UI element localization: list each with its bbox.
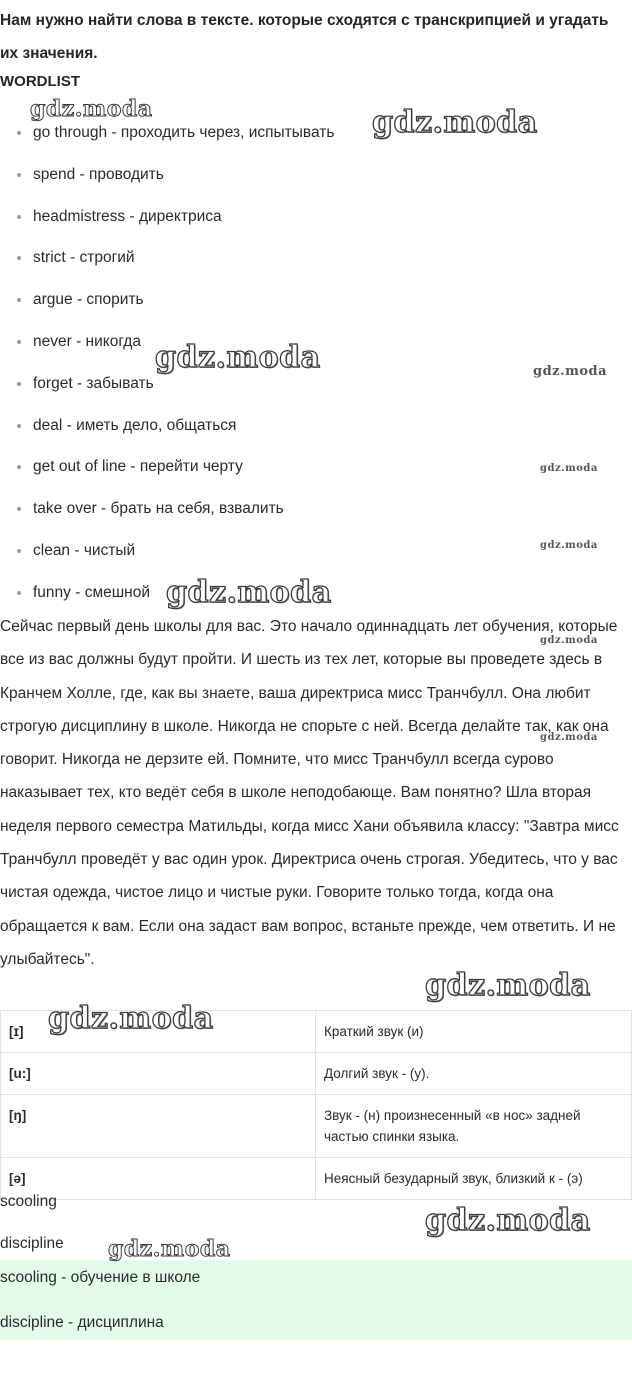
phonetics-table [0,1010,632,1200]
wordlist-item-text: forget - забывать [33,374,154,392]
wordlist-item-text: deal - иметь дело, общаться [33,416,237,434]
wordlist-item-text: get out of line - перейти черту [33,458,243,476]
list-item [0,446,334,488]
phonetic-description: Звук - (н) произнесенный «в нос» задней частью спинки языка. [316,1095,632,1158]
bullet-dot [17,591,21,595]
watermark: gdz.moda [533,364,608,379]
table-row [1,1053,632,1095]
phonetic-symbol: [ə] [1,1158,316,1200]
wordlist-item-text: headmistress - директриса [33,207,222,225]
list-item [0,321,334,363]
wordlist-item-text: clean - чистый [33,541,136,559]
phonetic-symbol: [ɪ] [1,1011,316,1053]
bullet-dot [17,549,21,553]
phonetic-symbol: [u:] [1,1053,316,1095]
bullet-dot [17,173,21,177]
list-item [0,154,334,196]
list-item [0,363,334,405]
watermark: gdz.moda [155,340,321,375]
table-row [1,1095,632,1158]
bullet-dot [17,131,21,135]
list-item [0,196,334,238]
watermark: gdz.moda [30,96,153,122]
bullet-dot [17,465,21,469]
phonetic-symbol: [ŋ] [1,1095,316,1158]
watermark: gdz.moda [540,635,598,646]
list-item [0,530,334,572]
answer-line: discipline - дисциплина [0,1314,164,1331]
answer-box [0,1260,632,1340]
watermark: gdz.moda [166,575,332,610]
table-row [1,1158,632,1200]
task-instruction: Нам нужно найти слова в тексте. которые сходятся с транскрипцией и угадать их значения. [0,12,609,62]
list-item [0,112,334,154]
answer-line: scooling - обучение в школе [0,1269,201,1286]
wordlist [0,112,334,614]
bullet-dot [17,256,21,260]
list-item [0,237,334,279]
watermark: gdz.moda [540,540,598,551]
wordlist-item-text: spend - проводить [33,165,164,183]
phonetic-description: Неясный безударный звук, близкий к - (э) [316,1158,632,1200]
watermark: gdz.moda [425,1203,591,1238]
bullet-dot [17,215,21,219]
watermark: gdz.moda [425,968,591,1003]
found-word: scooling [0,1193,57,1210]
list-item [0,405,334,447]
wordlist-item-text: take over - брать на себя, взвалить [33,500,284,518]
bullet-dot [17,340,21,344]
wordlist-item-text: strict - строгий [33,249,135,267]
watermark: gdz.moda [372,105,538,140]
phonetic-description: Краткий звук (и) [316,1011,632,1053]
phonetic-description: Долгий звук - (у). [316,1053,632,1095]
list-item [0,488,334,530]
watermark: gdz.moda [48,1001,214,1036]
bullet-dot [17,424,21,428]
watermark: gdz.moda [540,732,598,743]
wordlist-item-text: funny - смешной [33,583,150,601]
list-item [0,572,334,614]
watermark: gdz.moda [540,463,598,474]
wordlist-item-text: never - никогда [33,332,141,350]
bullet-dot [17,507,21,511]
bullet-dot [17,298,21,302]
table-row [1,1011,632,1053]
list-item [0,279,334,321]
wordlist-heading: WORDLIST [0,73,80,90]
translation-passage: Сейчас первый день школы для вас. Это начало одиннадцать лет обучения, которые все из вас должны будут пройти. И шесть из тех лет, которые вы проведете здесь в Кранчем Холле, где, как вы знаете, ваша директриса мисс Транчбулл. Она любит строгую дисциплину в школе. Никогда не спорьте с ней. Всегда делайте так, как она говорит. Никогда не дерзите ей. Помните, что мисс Транчбулл всегда сурово наказывает тех, кто ведёт себя в школе неподобающе. Вам понятно? Шла вторая неделя первого семестра Матильды, когда мисс Хани объявила классу: "Завтра мисс Транчбулл проведёт у вас один урок. Директриса очень строгая. Убедитесь, что у вас чистая одежда, чистое лицо и чистые руки. Говорите только тогда, когда она обращается к вам. Если она задаст вам вопрос, встаньте прежде, чем ответить. И не улыбайтесь". [0,618,619,968]
wordlist-item-text: go through - проходить через, испытывать [33,124,335,141]
watermark: gdz.moda [108,1236,231,1262]
bullet-dot [17,382,21,386]
wordlist-item-text: argue - спорить [33,291,144,309]
found-word: discipline [0,1235,64,1252]
